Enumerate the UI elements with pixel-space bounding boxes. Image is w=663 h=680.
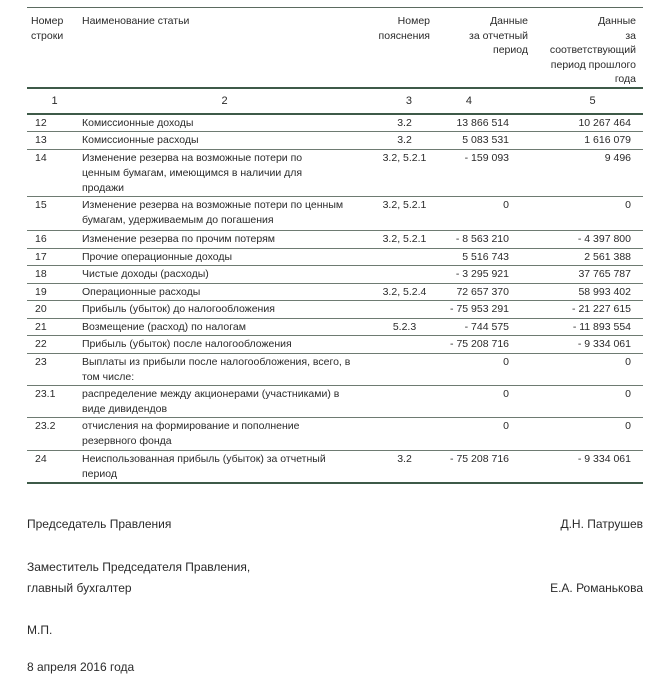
row-name: Чистые доходы (расходы): [82, 265, 367, 283]
table-row: [27, 114, 643, 132]
row-prior: 0: [542, 385, 643, 417]
row-number: 14: [27, 149, 82, 196]
row-name: Операционные расходы: [82, 283, 367, 300]
row-note: [367, 248, 442, 265]
row-name: Выплаты из прибыли после налогообложения, всего, в том числе:: [82, 353, 367, 385]
row-name: Изменение резерва на возможные потери по ценным бумагам, имеющимся в наличии для продажи: [82, 149, 367, 196]
row-prior: 0: [542, 417, 643, 450]
deputy-name: Е.А. Романькова: [550, 581, 643, 595]
table-row: [27, 248, 643, 265]
row-note: 3.2, 5.2.1: [367, 149, 442, 196]
table-row: [27, 149, 643, 196]
row-name: Комиссионные расходы: [82, 131, 367, 149]
row-note: 3.2, 5.2.1: [367, 230, 442, 248]
table-row: [27, 300, 643, 318]
table-row: [27, 230, 643, 248]
row-name: Прибыль (убыток) после налогообложения: [82, 335, 367, 353]
row-prior: 0: [542, 196, 643, 230]
row-prior: - 9 334 061: [542, 335, 643, 353]
header-line: Номер: [397, 15, 430, 27]
row-note: 3.2, 5.2.4: [367, 283, 442, 300]
row-number: 23: [27, 353, 82, 385]
header-line: за отчетный: [469, 29, 528, 42]
row-number: 13: [27, 131, 82, 149]
row-note: [367, 265, 442, 283]
header-line: Данные: [598, 15, 636, 27]
header-line: период: [493, 44, 528, 56]
row-number: 12: [27, 114, 82, 132]
row-current: 0: [442, 353, 542, 385]
row-note: [367, 417, 442, 450]
financial-results-table: [27, 7, 643, 484]
row-number: 23.1: [27, 385, 82, 417]
row-prior: - 4 397 800: [542, 230, 643, 248]
row-note: [367, 353, 442, 385]
row-current: 13 866 514: [442, 114, 542, 132]
row-number: 22: [27, 335, 82, 353]
header-line: Данные: [490, 15, 528, 27]
table-row: [27, 265, 643, 283]
row-current: 5 083 531: [442, 131, 542, 149]
row-note: 3.2: [367, 114, 442, 132]
column-number: 2: [82, 88, 367, 114]
header-line: года: [614, 73, 636, 85]
deputy-title-line1: Заместитель Председателя Правления,: [27, 560, 251, 574]
row-name: Комиссионные доходы: [82, 114, 367, 132]
header-line: пояснения: [378, 29, 430, 42]
row-note: 3.2: [367, 131, 442, 149]
header-line: период прошлого: [550, 58, 636, 71]
row-prior: 1 616 079: [542, 131, 643, 149]
row-prior: 9 496: [542, 149, 643, 196]
header-line: строки: [31, 29, 64, 42]
table-row: [27, 131, 643, 149]
column-number: 3: [367, 88, 442, 114]
row-current: 0: [442, 385, 542, 417]
row-number: 15: [27, 196, 82, 230]
header-current-period: [442, 8, 542, 88]
row-number: 21: [27, 318, 82, 335]
document-date: 8 апреля 2016 года: [27, 660, 135, 674]
table-row: [27, 450, 643, 483]
column-number: 4: [442, 88, 542, 114]
row-number: 20: [27, 300, 82, 318]
deputy-title-line2: главный бухгалтер: [27, 581, 132, 595]
row-name: Изменение резерва по прочим потерям: [82, 230, 367, 248]
table-row: [27, 353, 643, 385]
row-number: 23.2: [27, 417, 82, 450]
row-current: 5 516 743: [442, 248, 542, 265]
row-name: распределение между акционерами (участниками) в виде дивидендов: [82, 385, 367, 417]
row-current: - 75 208 716: [442, 450, 542, 483]
row-current: - 744 575: [442, 318, 542, 335]
row-note: 3.2, 5.2.1: [367, 196, 442, 230]
row-prior: 37 765 787: [542, 265, 643, 283]
seal-mark: М.П.: [27, 623, 53, 637]
row-number: 18: [27, 265, 82, 283]
row-note: [367, 385, 442, 417]
row-name: Неиспользованная прибыль (убыток) за отчетный период: [82, 450, 367, 483]
row-name: Изменение резерва на возможные потери по ценным бумагам, удерживаемым до погашения: [82, 196, 367, 230]
row-prior: 58 993 402: [542, 283, 643, 300]
row-name: отчисления на формирование и пополнение резервного фонда: [82, 417, 367, 450]
row-current: - 8 563 210: [442, 230, 542, 248]
row-number: 17: [27, 248, 82, 265]
table-row: [27, 318, 643, 335]
row-current: - 3 295 921: [442, 265, 542, 283]
column-number: 1: [27, 88, 82, 114]
row-current: 0: [442, 417, 542, 450]
row-prior: 0: [542, 353, 643, 385]
row-name: Прибыль (убыток) до налогообложения: [82, 300, 367, 318]
table-row: [27, 196, 643, 230]
row-number: 24: [27, 450, 82, 483]
row-prior: 2 561 388: [542, 248, 643, 265]
column-number: 5: [542, 88, 643, 114]
header-line: Номер: [31, 15, 64, 27]
chairman-name: Д.Н. Патрушев: [560, 517, 643, 531]
row-number: 16: [27, 230, 82, 248]
table-row: [27, 385, 643, 417]
column-number-row: [27, 88, 643, 114]
row-prior: - 21 227 615: [542, 300, 643, 318]
row-note: 3.2: [367, 450, 442, 483]
table-row: [27, 335, 643, 353]
row-number: 19: [27, 283, 82, 300]
row-prior: - 9 334 061: [542, 450, 643, 483]
row-note: [367, 300, 442, 318]
header-item-name: Наименование статьи: [82, 8, 367, 88]
row-prior: - 11 893 554: [542, 318, 643, 335]
row-current: - 159 093: [442, 149, 542, 196]
header-prior-period: [542, 8, 643, 88]
row-current: 0: [442, 196, 542, 230]
row-current: - 75 208 716: [442, 335, 542, 353]
row-name: Возмещение (расход) по налогам: [82, 318, 367, 335]
chairman-title: Председатель Правления: [27, 517, 172, 531]
header-row-number: [27, 8, 82, 88]
header-note-number: [367, 8, 442, 88]
row-current: - 75 953 291: [442, 300, 542, 318]
table-row: [27, 283, 643, 300]
row-note: [367, 335, 442, 353]
row-current: 72 657 370: [442, 283, 542, 300]
row-prior: 10 267 464: [542, 114, 643, 132]
table-row: [27, 417, 643, 450]
row-name: Прочие операционные доходы: [82, 248, 367, 265]
row-note: 5.2.3: [367, 318, 442, 335]
table-header-row: [27, 8, 643, 88]
header-line: за соответствующий: [549, 29, 636, 56]
